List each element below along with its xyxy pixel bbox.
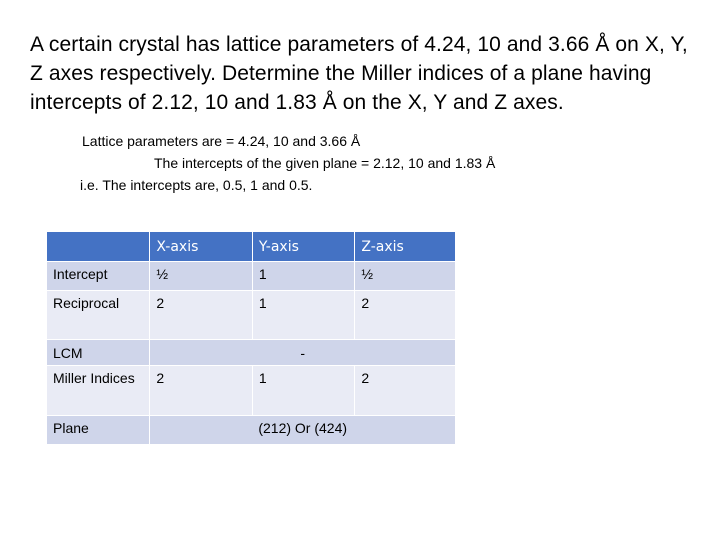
intercept-x: ½ bbox=[150, 262, 253, 291]
intercept-z: ½ bbox=[355, 262, 456, 291]
header-cell-z-axis: Z-axis bbox=[355, 232, 456, 262]
reciprocal-y: 1 bbox=[252, 291, 355, 340]
reciprocal-x: 2 bbox=[150, 291, 253, 340]
lattice-parameters-text: Lattice parameters are = 4.24, 10 and 3.66 Å bbox=[82, 133, 361, 149]
slide-title: A certain crystal has lattice parameters of 4.24, 10 and 3.66 Å on X, Y, Z axes respectively. Determine the Miller indices of a plane having intercepts of 2.12, 10 and 1.83 Å on the X, Y and Z axes. bbox=[30, 33, 688, 114]
header-cell-x-axis: X-axis bbox=[150, 232, 253, 262]
table-row-intercept bbox=[47, 262, 456, 291]
row-label-plane: Plane bbox=[47, 416, 150, 445]
miller-z: 2 bbox=[355, 366, 456, 416]
header-cell-empty bbox=[47, 232, 150, 262]
miller-y: 1 bbox=[252, 366, 355, 416]
row-label-miller-indices: Miller Indices bbox=[47, 366, 150, 416]
row-label-lcm: LCM bbox=[47, 340, 150, 366]
plane-value: (212) Or (424) bbox=[150, 416, 456, 445]
reciprocal-z: 2 bbox=[355, 291, 456, 340]
intercepts-ratio-text: i.e. The intercepts are, 0.5, 1 and 0.5. bbox=[80, 177, 313, 193]
table-row-reciprocal bbox=[47, 291, 456, 340]
table-row-miller-indices bbox=[47, 366, 456, 416]
miller-indices-table bbox=[46, 231, 456, 445]
lcm-value: - bbox=[150, 340, 456, 366]
intercept-y: 1 bbox=[252, 262, 355, 291]
table-row-lcm bbox=[47, 340, 456, 366]
row-label-intercept: Intercept bbox=[47, 262, 150, 291]
row-label-reciprocal: Reciprocal bbox=[47, 291, 150, 340]
table-header-row bbox=[47, 232, 456, 262]
header-cell-y-axis: Y-axis bbox=[252, 232, 355, 262]
intercepts-text: The intercepts of the given plane = 2.12, 10 and 1.83 Å bbox=[154, 155, 496, 171]
miller-x: 2 bbox=[150, 366, 253, 416]
table-row-plane bbox=[47, 416, 456, 445]
